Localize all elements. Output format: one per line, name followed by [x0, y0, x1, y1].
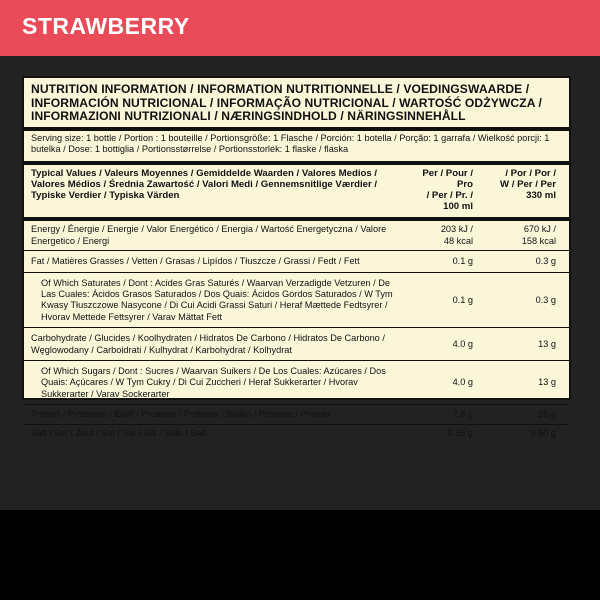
header-col-100ml: Per / Pour / Pro / Per / Pr. / 100 ml — [422, 167, 473, 213]
nutrition-heading: NUTRITION INFORMATION / INFORMATION NUTRITIONNELLE / VOEDINGSWAARDE / INFORMACIÓN NUTRICIONAL / INFORMAÇÃO NUTRICIONAL / WARTOŚĆ ODŻYWCZA / INFORMAZIONI NUTRIZIONALI / NÆRINGSINDHOLD / NÄRINGSINNEHÅLL — [31, 82, 543, 123]
nutrition-panel — [22, 76, 571, 438]
flavor-title: STRAWBERRY — [22, 13, 190, 39]
bottom-band — [0, 510, 600, 600]
table-row-energy: Energy / Énergie / Energie / Valor Energético / Energia / Wartość Energetyczna / Valore Energetico / Energi 203 kJ / 48 kcal 670 kJ / 158 kcal — [31, 224, 556, 246]
energy-per-100ml: 203 kJ / 48 kcal — [440, 224, 473, 246]
serving-size: Serving size: 1 bottle / Portion : 1 bouteille / Portionsgröße: 1 Flasche / Porción: 1 botella / Porção: 1 garrafa / Wielkość porcji: 1 butelka / Dose: 1 bottiglia / Portionsstørrelse / Portionsstorlek: 1 flaske / flaska — [31, 132, 550, 154]
flavor-banner — [0, 0, 600, 56]
table-row-protein: Protein / Protéines / Eiwit / Proteína / Proteína / Białko / Proteine / Protein 7.6 g 25 g — [31, 409, 556, 420]
header-typical-values: Typical Values / Valeurs Moyennes / Gemiddelde Waarden / Valores Medios / Valores Médios / Średnia Zawartość / Valori Medi / Gennemsnitlige Værdier / Typiske Verdier / Typiska Värden — [31, 167, 378, 201]
table-row-saturates: Of Which Saturates / Dont : Acides Gras Saturés / Waarvan Verzadigde Vetzuren / De Las Cuales: Ácidos Grasos Saturados / Dos Quais: Ácidos Gordos Saturados / W Tym Kwasy Tłuszczowe Nasycone / Di Cui Acidi Grassi Saturi / Heraf Mættede Fedtsyrer / Hvorav Mettede Fettsyrer / Varav Mättat Fett 0.1 g 0.3 g — [41, 277, 556, 322]
energy-per-330ml: 670 kJ / 158 kcal — [521, 224, 556, 246]
table-row-salt: Salt / Sel / Zout / Sal / Sal / Sól / Sale / Salt 0.15 g 0.50 g — [31, 427, 556, 438]
table-row-carbohydrate: Carbohydrate / Glucides / Koolhydraten / Hidratos De Carbono / Hidratos De Carbono / Węglowodany / Carboidrati / Kulhydrat / Karbohydrat / Kolhydrat 4.0 g 13 g — [31, 333, 556, 355]
table-row-sugars: Of Which Sugars / Dont : Sucres / Waarvan Suikers / De Los Cuales: Azúcares / Dos Quais: Açúcares / W Tym Cukry / Di Cui Zuccheri / Heraf Sukkerarter / Hvorav Sukkerarter / Varav Sockerarter 4.0 g 13 g — [41, 365, 556, 399]
table-header — [31, 165, 563, 215]
header-col-330ml: / Por / Por / W / Per / Per 330 ml — [500, 167, 556, 201]
table-row-fat: Fat / Matières Grasses / Vetten / Grasas / Lipídos / Tłuszcze / Grassi / Fedt / Fett 0.1 g 0.3 g — [31, 256, 556, 267]
